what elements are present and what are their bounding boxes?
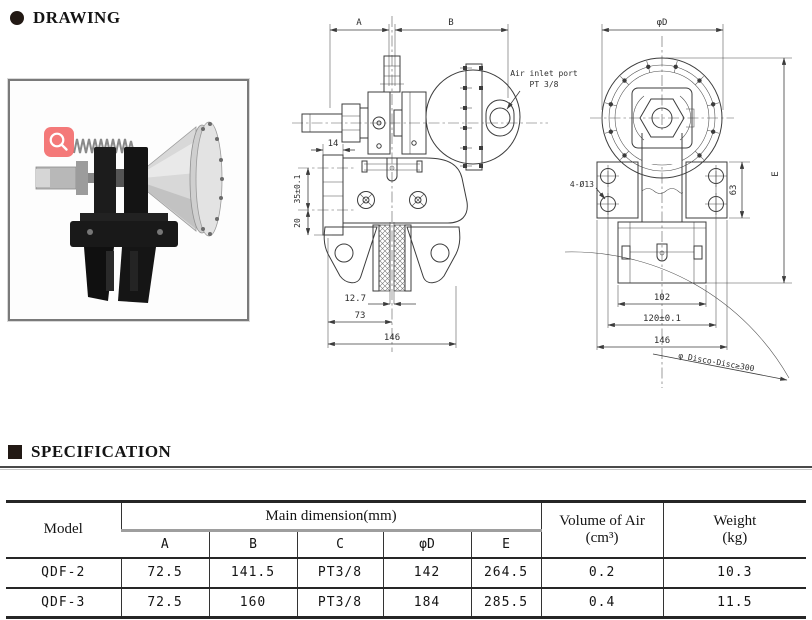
sub-col-b: B [209,531,297,558]
air-inlet-label-line1: Air inlet port [510,69,578,78]
holes-label: 4-Ø13 [569,180,594,189]
sub-col-e: E [471,531,541,558]
bracket-bolt-left [358,192,375,209]
cell-a: 72.5 [121,558,209,588]
photo-shaft-cap [36,169,50,187]
dim-label-14: 14 [327,139,339,149]
cell-volume: 0.4 [541,588,663,618]
photo-collar [76,161,88,195]
brake-pad-left [379,225,390,291]
brake-pad-right [394,225,405,291]
drawing-section-title-text: DRAWING [33,8,121,27]
cell-phi-d: 184 [383,588,471,618]
photo-magnifier-icon [44,127,74,157]
specification-section-title-text: SPECIFICATION [31,442,172,461]
cell-weight: 11.5 [663,588,806,618]
photo-bolt-1 [87,229,93,235]
photo-pad-left [106,251,114,291]
cell-e: 285.5 [471,588,541,618]
dim-label-12-7: 12.7 [344,294,366,304]
cell-a: 72.5 [121,588,209,618]
drawing-section-title [10,8,121,28]
photo-bolt-2 [157,229,163,235]
cell-model: QDF-2 [6,558,121,588]
disc-note-label: φ Disco-Disc≥300 [677,351,756,374]
specification-section-title [8,442,171,462]
dim-label-63: 63 [729,184,739,196]
dim-label-102: 102 [653,293,671,303]
air-inlet-label-line2: PT 3/8 [529,80,559,89]
dim-label-e: E [771,171,781,177]
sub-col-a: A [121,531,209,558]
dim-label-146-side: 146 [383,333,401,343]
section-divider-shadow [0,469,812,470]
product-photo-frame [8,79,249,321]
bracket-bolt-right [410,192,427,209]
flange-bolts [460,66,483,168]
cell-volume: 0.2 [541,558,663,588]
col-header-weight: Weight (kg) [663,502,806,558]
cell-c: PT3/8 [297,558,383,588]
cell-c: PT3/8 [297,588,383,618]
technical-drawings [280,6,812,398]
col-header-volume: Volume of Air (cm³) [541,502,663,558]
table-row-qdf-2 [6,558,806,588]
section-divider-line [0,466,812,468]
product-photo [10,81,243,315]
cell-b: 160 [209,588,297,618]
photo-pad-right [130,251,138,291]
table-row-qdf-3 [6,588,806,618]
dim-label-146-front: 146 [653,336,671,346]
square-bullet-icon [8,445,22,459]
cell-model: QDF-3 [6,588,121,618]
dim-label-a: A [356,18,362,28]
dim-label-phi-d: φD [656,18,668,28]
col-header-main-dimension: Main dimension(mm) [121,502,541,531]
dim-label-73: 73 [354,311,366,321]
cell-e: 264.5 [471,558,541,588]
specification-table [6,500,806,619]
sub-col-phi-d: φD [383,531,471,558]
cell-phi-d: 142 [383,558,471,588]
col-header-model: Model [43,521,83,538]
front-view-drawing [565,18,792,388]
cell-b: 141.5 [209,558,297,588]
side-view-drawing [292,16,578,352]
dim-label-20: 20 [293,218,302,228]
dim-label-35: 35±0.1 [293,174,302,204]
photo-crossbolt [116,169,124,187]
circle-bullet-icon [10,11,24,25]
sub-col-c: C [297,531,383,558]
dim-label-120: 120±0.1 [643,314,681,324]
cell-weight: 10.3 [663,558,806,588]
dim-label-b: B [448,18,454,28]
